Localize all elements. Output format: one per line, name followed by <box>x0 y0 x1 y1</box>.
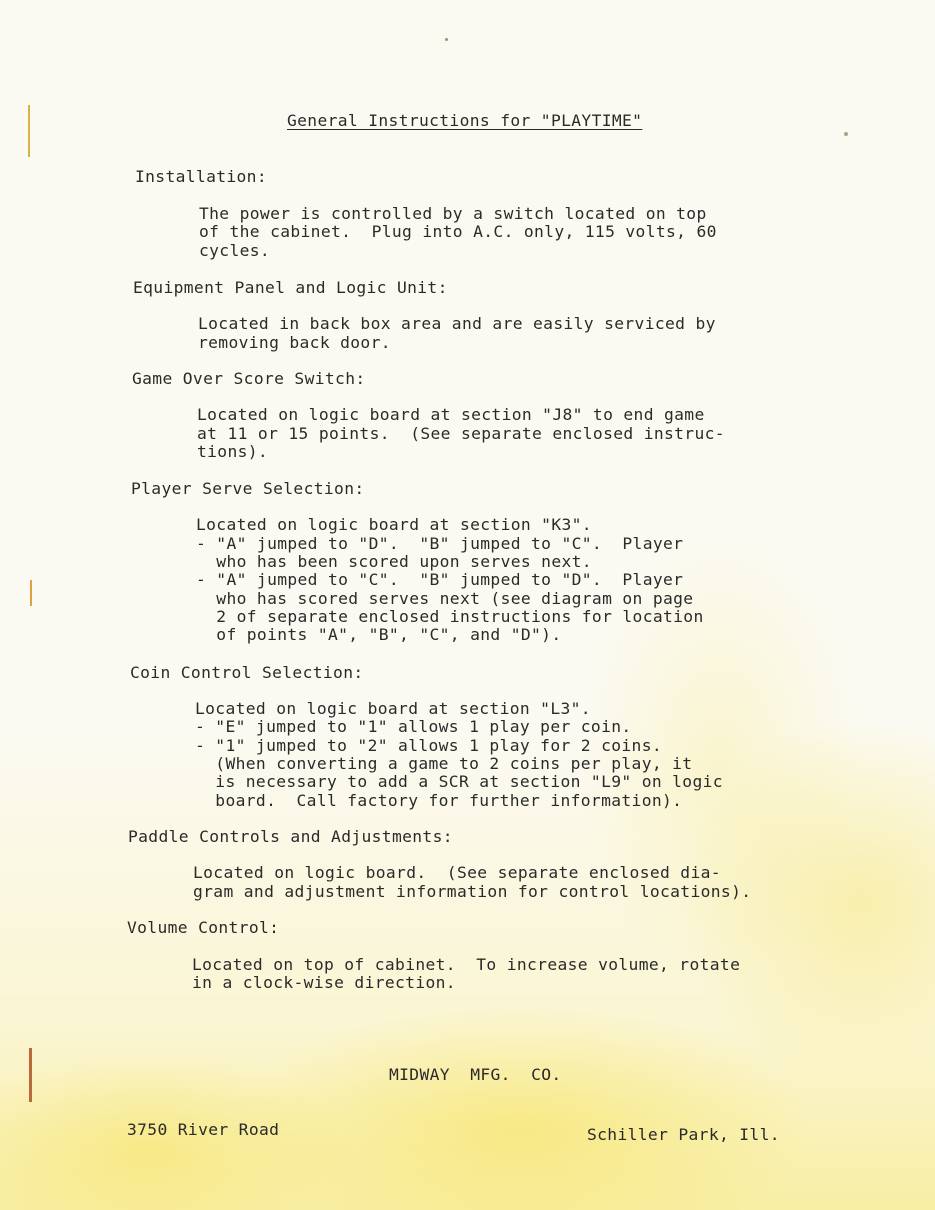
section-heading-game-over-score-switch: Game Over Score Switch: <box>132 369 366 388</box>
company-address: 3750 River Road <box>127 1120 280 1139</box>
stain-mark <box>29 1048 32 1102</box>
company-name: MIDWAY MFG. CO. <box>389 1065 562 1084</box>
section-line: who has scored serves next (see diagram on page <box>196 589 694 608</box>
section-heading-paddle-controls: Paddle Controls and Adjustments: <box>128 827 453 846</box>
section-line: is necessary to add a SCR at section "L9" on logic <box>195 772 723 791</box>
section-line: Located in back box area and are easily serviced by <box>198 314 716 333</box>
section-line: cycles. <box>199 241 271 260</box>
section-line: Located on logic board at section "K3". <box>196 515 592 534</box>
section-heading-installation: Installation: <box>135 167 267 186</box>
section-heading-coin-control-selection: Coin Control Selection: <box>130 663 364 682</box>
section-line: of points "A", "B", "C", and "D"). <box>196 625 562 644</box>
document-title: General Instructions for "PLAYTIME" <box>287 111 643 130</box>
section-line: - "E" jumped to "1" allows 1 play per coin. <box>195 717 632 736</box>
company-city: Schiller Park, Ill. <box>587 1125 780 1144</box>
section-line: - "A" jumped to "C". "B" jumped to "D". Player <box>196 570 684 589</box>
section-line: at 11 or 15 points. (See separate enclosed instruc- <box>197 424 725 443</box>
section-line: tions). <box>197 442 269 461</box>
speck-mark <box>844 132 848 136</box>
section-line: 2 of separate enclosed instructions for location <box>196 607 704 626</box>
section-line: of the cabinet. Plug into A.C. only, 115 volts, 60 <box>199 222 717 241</box>
section-line: Located on logic board. (See separate enclosed dia- <box>193 863 721 882</box>
section-line: Located on top of cabinet. To increase volume, rotate <box>192 955 741 974</box>
stain-mark <box>28 105 30 157</box>
section-line: board. Call factory for further information). <box>195 791 683 810</box>
section-line: (When converting a game to 2 coins per play, it <box>195 754 693 773</box>
section-line: in a clock-wise direction. <box>192 973 456 992</box>
section-line: - "1" jumped to "2" allows 1 play for 2 coins. <box>195 736 662 755</box>
section-line: who has been scored upon serves next. <box>196 552 592 571</box>
section-line: - "A" jumped to "D". "B" jumped to "C". Player <box>196 534 684 553</box>
section-line: The power is controlled by a switch located on top <box>199 204 707 223</box>
section-heading-player-serve-selection: Player Serve Selection: <box>131 479 365 498</box>
section-line: Located on logic board at section "L3". <box>195 699 591 718</box>
stain-mark <box>30 580 32 606</box>
section-line: removing back door. <box>198 333 391 352</box>
section-heading-equipment-panel: Equipment Panel and Logic Unit: <box>133 278 448 297</box>
section-heading-volume-control: Volume Control: <box>127 918 280 937</box>
speck-mark <box>445 38 448 41</box>
section-line: Located on logic board at section "J8" to end game <box>197 405 705 424</box>
section-line: gram and adjustment information for control locations). <box>193 882 752 901</box>
